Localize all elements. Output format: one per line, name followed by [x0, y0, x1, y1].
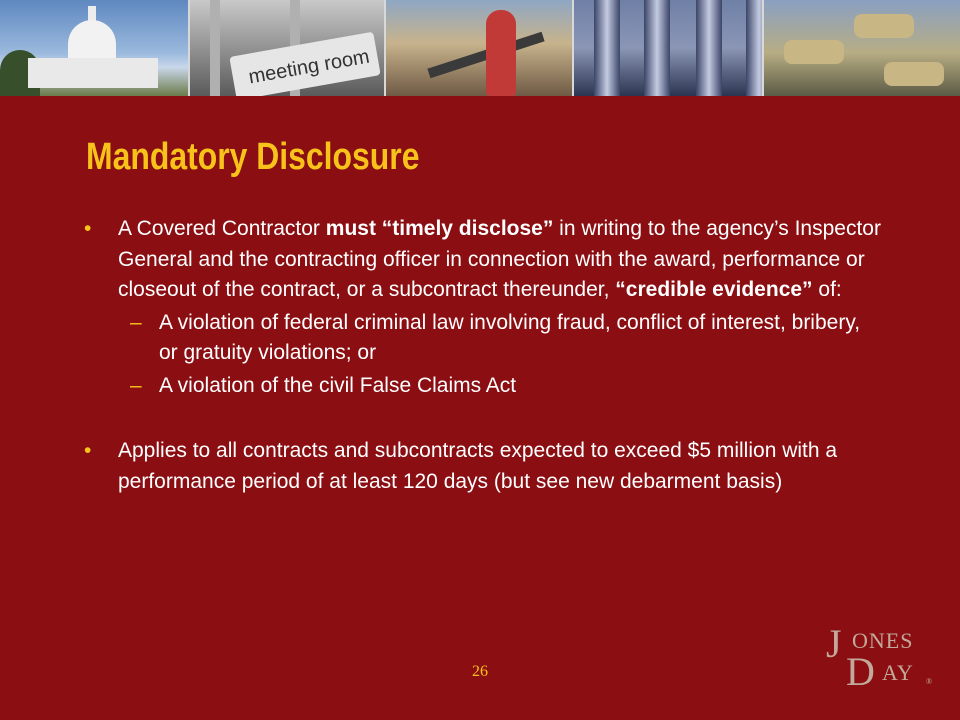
sub-bullet-marker: – — [130, 373, 142, 397]
logo-letters-ay: AY — [882, 660, 914, 685]
bullet-marker: • — [84, 217, 92, 240]
column — [746, 0, 764, 96]
column — [696, 0, 722, 96]
shopping-mall-photo — [386, 0, 574, 96]
meeting-room-sign-text: meeting room — [246, 45, 372, 89]
bullet-text-run-bold: “credible evidence” — [615, 278, 813, 301]
slide-title: Mandatory Disclosure — [86, 136, 420, 178]
bullet-text-run-bold: must “timely disclose” — [325, 217, 554, 240]
logo-letters-ones: ONES — [852, 628, 914, 653]
bullet-item — [84, 436, 884, 497]
column — [644, 0, 670, 96]
header-photo-banner — [0, 0, 960, 96]
column — [594, 0, 620, 96]
sub-bullet-text: A violation of the civil False Claims Act — [159, 373, 517, 397]
jones-day-logo — [818, 620, 936, 698]
page-number: 26 — [472, 663, 488, 680]
helicopter — [884, 62, 944, 86]
meeting-room-photo — [190, 0, 386, 96]
bullet-text-run: A Covered Contractor — [118, 217, 326, 240]
sub-bullet-marker: – — [130, 310, 142, 334]
bullet-text-run: of: — [812, 278, 842, 301]
registered-mark-icon: ® — [926, 677, 933, 686]
columns-photo — [574, 0, 764, 96]
sub-bullet-item — [84, 308, 884, 369]
helicopter — [784, 40, 844, 64]
bullet-marker: • — [84, 439, 92, 462]
capitol-dome — [68, 20, 116, 62]
glass-partition — [210, 0, 220, 96]
bullet-text-run: Applies to all contracts and subcontracts expected to exceed $5 million with a performance period of at least 120 days (but see new debarment basis) — [118, 439, 838, 493]
sub-bullet-item — [84, 371, 884, 402]
helicopters-photo — [764, 0, 960, 96]
bullet-text-run: in writing to the agency’s Inspector General and the contracting officer in connection with the award, performance or closeout of the contract, or a subcontract thereunder, — [118, 217, 881, 301]
capitol-building — [28, 58, 158, 88]
spacer — [84, 401, 884, 436]
shopper-figure — [486, 10, 516, 96]
capitol-photo — [0, 0, 190, 96]
bullet-item — [84, 214, 884, 306]
logo-letter-j: J — [826, 621, 842, 666]
logo-letter-d: D — [846, 649, 875, 694]
sub-bullet-text: A violation of federal criminal law involving fraud, conflict of interest, bribery, or gratuity violations; or — [159, 310, 861, 364]
helicopter — [854, 14, 914, 38]
slide-body — [84, 214, 884, 497]
